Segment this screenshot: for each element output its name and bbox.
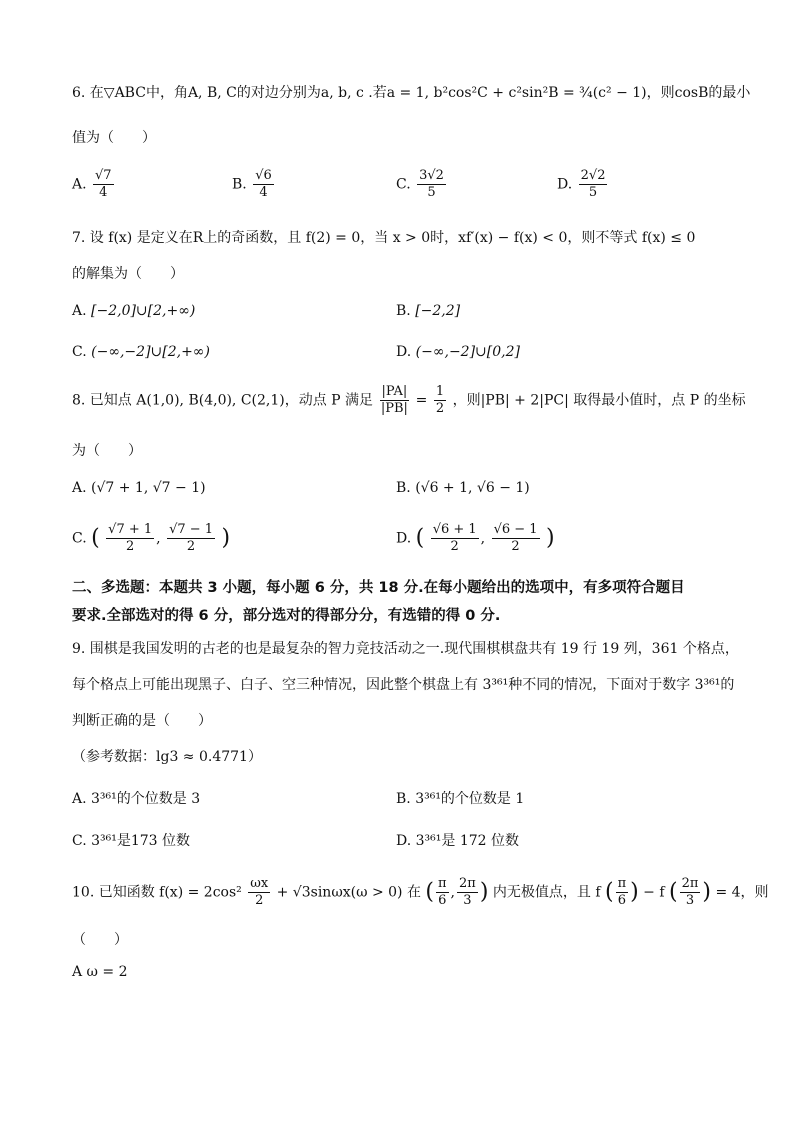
q10-stem-part: = 4，则 — [715, 884, 769, 901]
q8-stem-part: 8. 已知点 A(1,0), B(4,0), C(2,1)，动点 P 满足 — [72, 392, 374, 409]
option-letter: A. — [72, 303, 87, 319]
option-letter: C. — [72, 344, 87, 360]
q7-option-a[interactable] — [72, 301, 195, 321]
option-fraction: $\frac{√7 + 1}{2}$ — [108, 522, 153, 554]
q10-stem-part: 10. 已知函数 f(x) = 2cos² — [72, 884, 242, 901]
q10-stem-part: − f — [643, 884, 665, 901]
q8-half-fraction: $\frac{1}{2}$ — [435, 384, 445, 416]
option-letter: D. — [557, 176, 573, 193]
q10-wx-fraction: $\frac{\omega x}{2}$ — [250, 876, 269, 908]
option-text: (−∞,−2]∪[0,2] — [415, 344, 520, 360]
q10-2pi3-fraction: $\frac{2\pi}{3}$ — [459, 876, 476, 908]
option-fraction: $\frac{√6 + 1}{2}$ — [432, 522, 477, 554]
q6-option-c[interactable] — [396, 168, 448, 201]
q8-stem-line2: 为（ ） — [72, 443, 142, 459]
q7-option-c[interactable] — [72, 342, 210, 362]
option-letter: C. — [396, 176, 411, 193]
q8-option-c[interactable]: C. ( $\frac{√7 + 1}{2}$ , $\frac{√7 - 1}{2}$ ) — [72, 522, 231, 554]
q9-stem-line1: 9. 围棋是我国发明的古老的也是最复杂的智力竞技活动之一.现代围棋棋盘共有 19 行 19 列，361 个格点， — [72, 641, 739, 657]
q10-2pi3-fraction-2: $\frac{2\pi}{3}$ — [681, 876, 699, 908]
option-letter: D. — [396, 344, 412, 360]
q7-option-d[interactable] — [396, 342, 520, 362]
q9-stem-line2: 每个格点上可能出现黑子、白子、空三种情况，因此整个棋盘上有 3³⁶¹种不同的情况，下面对于数字 3³⁶¹的 — [72, 677, 735, 693]
option-fraction: $\frac{√7 - 1}{2}$ — [169, 522, 214, 554]
q6-option-d[interactable] — [557, 168, 609, 201]
q7-stem-line1: 7. 设 f(x) 是定义在R上的奇函数，且 f(2) = 0，当 x > 0时，xf′(x) − f(x) < 0，则不等式 f(x) ≤ 0 — [72, 230, 696, 246]
option-letter: B. — [396, 303, 411, 319]
option-letter: D. — [396, 530, 412, 547]
q9-option-c[interactable]: C. 3³⁶¹是173 位数 — [72, 833, 191, 849]
q10-stem-line2: （ ） — [72, 932, 128, 948]
q10-stem-line1: 10. 已知函数 f(x) = 2cos² $\frac{\omega x}{2}$ + √3sinωx(ω > 0) 在 ( $\frac{\pi}{6}$ , $\frac{2\pi}{3}$ ) 内无极值点，且 f ( $\frac{\pi}{6}$ ) − f ( $\frac{2\pi}{3}$ ) = 4，则 — [72, 876, 769, 908]
section2-heading-line2: 要求.全部选对的得 6 分，部分选对的得部分分，有选错的得 0 分. — [72, 608, 501, 624]
q8-option-d[interactable]: D. ( $\frac{√6 + 1}{2}$ , $\frac{√6 - 1}{2}$ ) — [396, 522, 555, 554]
option-text: (−∞,−2]∪[2,+∞) — [91, 344, 210, 360]
equals-sign: = — [415, 392, 428, 409]
q10-option-a[interactable]: A ω = 2 — [72, 964, 128, 980]
q8-option-b[interactable]: B. (√6 + 1, √6 − 1) — [396, 480, 530, 496]
q10-pi6-fraction: $\frac{\pi}{6}$ — [438, 876, 447, 908]
q6-option-b[interactable] — [232, 168, 276, 201]
q9-option-a[interactable]: A. 3³⁶¹的个位数是 3 — [72, 791, 201, 807]
option-fraction: $\frac{√7}{4}$ — [95, 168, 112, 200]
q10-stem-part: + √3sinωx(ω > 0) 在 — [276, 884, 421, 901]
q9-option-d[interactable]: D. 3³⁶¹是 172 位数 — [396, 833, 519, 849]
q7-option-b[interactable] — [396, 301, 460, 321]
option-letter: B. — [232, 176, 247, 193]
option-fraction: $\frac{√6 - 1}{2}$ — [493, 522, 538, 554]
option-fraction: $\frac{√6}{4}$ — [255, 168, 272, 200]
q7-stem-line2: 的解集为（ ） — [72, 266, 184, 282]
section2-heading-line1: 二、多选题：本题共 3 小题，每小题 6 分，共 18 分.在每小题给出的选项中，有多项符合题目 — [72, 580, 685, 596]
option-text: [−2,2] — [415, 303, 461, 319]
option-letter: A. — [72, 176, 87, 193]
q6-option-a[interactable] — [72, 168, 116, 201]
q8-stem-line1 — [72, 384, 746, 417]
option-text: [−2,0]∪[2,+∞) — [91, 303, 196, 319]
q9-option-b[interactable]: B. 3³⁶¹的个位数是 1 — [396, 791, 525, 807]
q6-stem-line2: 值为（ ） — [72, 130, 156, 146]
q6-stem-line1: 6. 在▽ABC中，角A, B, C的对边分别为a, b, c .若a = 1, b²cos²C + c²sin²B = ¾(c² − 1)，则cosB的最小 — [72, 85, 751, 101]
option-letter: C. — [72, 530, 87, 547]
q10-stem-part: 内无极值点，且 f — [492, 884, 601, 901]
q9-reference-data: （参考数据：lg3 ≈ 0.4771） — [72, 749, 262, 765]
option-fraction: $\frac{2√2}{5}$ — [580, 168, 606, 200]
q9-stem-line3: 判断正确的是（ ） — [72, 713, 212, 729]
comma: , — [450, 884, 455, 901]
q8-stem-part: ，则|PB| + 2|PC| 取得最小值时，点 P 的坐标 — [452, 392, 746, 409]
q10-pi6-fraction-2: $\frac{\pi}{6}$ — [617, 876, 627, 908]
q8-option-a[interactable]: A. (√7 + 1, √7 − 1) — [72, 480, 206, 496]
q8-ratio-fraction: $\frac{|PA|}{|PB|}$ — [380, 384, 408, 416]
option-fraction: $\frac{3√2}{5}$ — [419, 168, 444, 200]
